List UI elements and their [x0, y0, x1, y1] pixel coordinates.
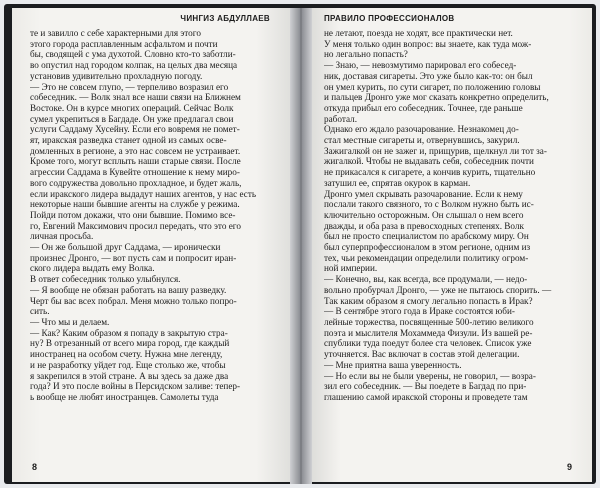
text-line: установив удивительно прохладную погоду. [30, 70, 203, 81]
text-line: сумел укрепиться в Багдаде. Он уже предлагал свои [30, 113, 234, 124]
text-line: тех, чьи рекомендации определили политику огром- [324, 252, 529, 263]
text-line: во опустил над городом колпак, на целых два месяца [30, 60, 238, 71]
text-line: — Что мы и делаем. [30, 316, 110, 327]
text-line: ник, доставая сигареты. Это уже было как-то: он был [324, 70, 533, 81]
text-line: Зажигалкой он не зажег и, прищурив, щелкнул ли тот за- [324, 145, 547, 156]
text-line: Востоке. Он в курсе многих операций. Сейчас Волк [30, 102, 234, 113]
text-line: — Как? Каким образом я попаду в закрытую стра- [30, 327, 228, 338]
text-line: зил его собеседник. — Вы поедете в Багдад по при- [324, 381, 527, 392]
text-line: — Конечно, вы, как всегда, все продумали, — недо- [324, 274, 528, 285]
text-line: Кроме того, могут всплыть наши старые связи. После [30, 156, 241, 167]
right-page-text [324, 28, 578, 403]
text-line: — Он же большой друг Саддама, — иронически [30, 242, 221, 253]
text-line: жигалкой. Чтобы не выдавать себя, собеседник почти [324, 156, 534, 167]
text-line: бы, сводящей с ума духотой. Словно кто-то заботли- [30, 49, 236, 60]
page-number-left: 8 [32, 462, 38, 472]
text-line: ну? В отрезанный от всего мира город, где каждый [30, 338, 230, 349]
book-spine [290, 8, 312, 484]
right-page [306, 8, 592, 482]
text-line: если иракского лидера выдадут наших агентов, у нас есть [30, 188, 257, 199]
text-line: сить. [30, 306, 50, 317]
text-line: был не просто специалистом по арабскому миру. Он [324, 231, 529, 242]
text-line: стал местные сигареты и, отвернувшись, закурил. [324, 135, 520, 146]
text-line: затушил ее, спрятав окурок в карман. [324, 177, 471, 188]
text-line: глашению самой иракской стороны и проведете там [324, 391, 528, 402]
text-line: я закрепился в этой стране. А вы здесь за даже два [30, 370, 229, 381]
text-line: собеседник. — Волк знал все наши связи на Ближнем [30, 92, 241, 103]
text-line: Однако его ждало разочарование. Незнакомец до- [324, 124, 519, 135]
text-line: — Это не совсем глупо, — терпеливо возразил его [30, 81, 229, 92]
text-line: ь вообще не любят иностранцев. Самолеты туда [30, 391, 219, 402]
text-line: лейные торжества, посвященные 500-летию великого [324, 316, 534, 327]
running-head-right: ПРАВИЛО ПРОФЕССИОНАЛОВ [324, 14, 455, 23]
left-page-text [30, 28, 280, 403]
text-line: агрессии Саддама в Кувейте отношение к нему миро- [30, 167, 240, 178]
text-line: ключительно осторожным. Он слышал о нем всего [324, 209, 524, 220]
text-line: дважды, и оба раза в превосходных степенях. Волк [324, 220, 524, 231]
text-line: В ответ собеседник только улыбнулся. [30, 274, 181, 285]
text-line: откуда прибыл его собеседник. Точнее, где раньше [324, 102, 523, 113]
page-number-right: 9 [566, 462, 572, 472]
left-page [12, 8, 296, 482]
text-line: но легально попасть? [324, 49, 408, 60]
text-line: — Я вообще не обязан работать на вашу разведку. [30, 284, 227, 295]
text-line: ят, иракская разведка станет одной из самых осве- [30, 135, 227, 146]
text-line: был суперпрофессионалом в этом регионе, одним из [324, 242, 531, 253]
text-line: и пальцев Дронго уже мог сказать конкретно определить, [324, 92, 549, 103]
text-line: — В сентябре этого года в Ираке состоятся юби- [324, 306, 515, 317]
text-line: не прикасался к сигарете, а кончив курить, тщательно [324, 167, 536, 178]
text-line: вого содружества довольно прохладное, и будет жаль, [30, 177, 242, 188]
text-line: Так каким образом я смогу легально попасть в Ирак? [324, 295, 533, 306]
text-line: Дронго умел скрывать разочарование. Если к нему [324, 188, 523, 199]
running-head-left: ЧИНГИЗ АБДУЛЛАЕВ [180, 14, 270, 23]
text-line: го, Евгений Максимович просил передать, что это его [30, 220, 241, 231]
text-line: — Но если вы не были уверены, не говорил, — возра- [324, 370, 536, 381]
text-line: — Мне приятна ваша уверенность. [324, 359, 462, 370]
text-line: Пойди потом докажи, что они бывшие. Помимо все- [30, 209, 236, 220]
text-line: произнес Дронго, — вот пусть сам и попросит иран- [30, 252, 237, 263]
text-line: — Знаю, — невозмутимо парировал его собесед- [324, 60, 517, 71]
text-line: послали такого связного, то с Волком нужно быть ис- [324, 199, 534, 210]
text-line: он умел курить, по сути сигарет, по положению головы [324, 81, 541, 92]
text-line: ной империи. [324, 263, 378, 274]
text-line: этого города расплавленным асфальтом и почти [30, 38, 218, 49]
text-line: года? И это после войны в Персидском заливе: тепер- [30, 381, 241, 392]
text-line: иностранец на особом счету. Нужна мне легенду, [30, 349, 223, 360]
text-line: Черт бы вас всех побрал. Меня можно только попро- [30, 295, 237, 306]
text-line: домленных в регионе, а это нас совсем не устраивает. [30, 145, 241, 156]
text-line: услуги Саддаму Хусейну. Если его вовремя не помет- [30, 124, 240, 135]
text-line: спублики туда поедут более ста человек. Список уже [324, 338, 532, 349]
text-line: ского лидера выдать ему Волка. [30, 263, 155, 274]
text-line: поэта и мыслителя Мохаммеда Физули. Из вашей ре- [324, 327, 533, 338]
text-line: работал. [324, 113, 357, 124]
text-line: вольно пробурчал Дронго, — уже не пытаюсь спорить. — [324, 284, 552, 295]
text-line: не летают, поезда не ходят, все практически нет. [324, 28, 513, 38]
text-line: и не разработку уйдет год. Еще столько же, чтобы [30, 359, 226, 370]
text-line: некоторые наши бывшие агенты на службе у режима. [30, 199, 240, 210]
text-line: уточняется. Вас включат в состав этой делегации. [324, 349, 520, 360]
text-line: личная просьба. [30, 231, 94, 242]
text-line: те и завилло с себе характерными для этого [30, 28, 201, 38]
text-line: У меня только один вопрос: вы знаете, как туда мож- [324, 38, 532, 49]
